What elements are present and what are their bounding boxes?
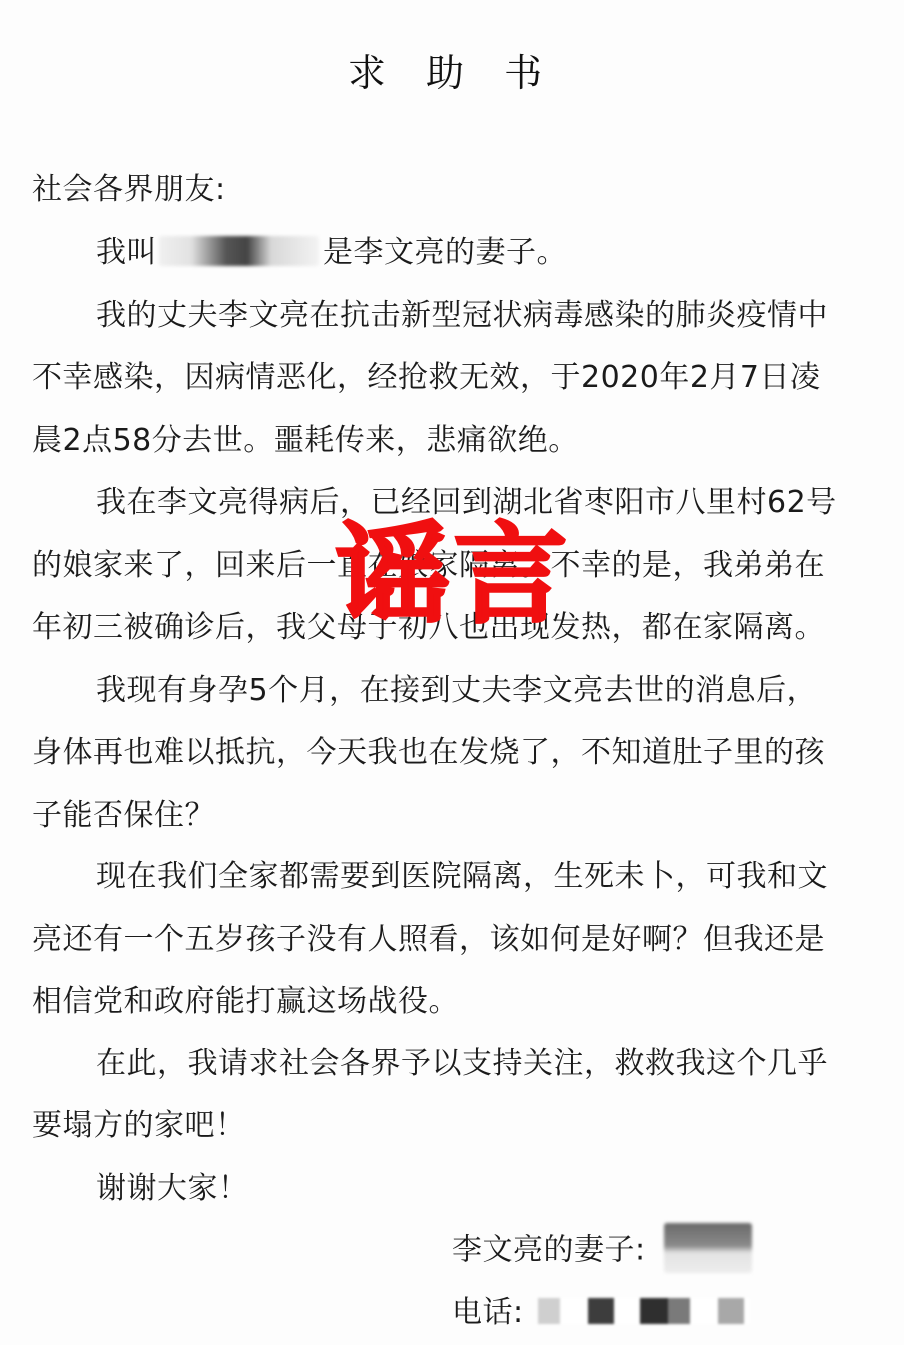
- body-line: 晨2点58分去世。噩耗传来，悲痛欲绝。: [32, 423, 579, 458]
- redacted-phone: [538, 1298, 750, 1324]
- document-title: 求 助 书: [347, 51, 557, 95]
- intro-after: 是李文亮的妻子。: [323, 235, 567, 270]
- closing-thanks: 谢谢大家！: [96, 1171, 249, 1206]
- body-line: 身体再也难以抵抗，今天我也在发烧了，不知道肚子里的孩: [32, 735, 825, 770]
- body-line: 要塌方的家吧！: [32, 1108, 246, 1143]
- redacted-name: [159, 236, 319, 266]
- body-line: 我的丈夫李文亮在抗击新型冠状病毒感染的肺炎疫情中: [96, 298, 828, 333]
- body-line: 不幸感染，因病情恶化，经抢救无效，于2020年2月7日凌: [32, 360, 821, 395]
- phone-label: 电话:: [452, 1295, 524, 1330]
- signature-label: 李文亮的妻子:: [452, 1232, 646, 1268]
- body-line: 我现有身孕5个月，在接到丈夫李文亮去世的消息后，: [96, 673, 818, 708]
- body-line: 子能否保住？: [32, 798, 215, 833]
- body-line: 我在李文亮得病后，已经回到湖北省枣阳市八里村62号: [96, 485, 837, 520]
- greeting: 社会各界朋友:: [32, 172, 226, 207]
- body-line: 年初三被确诊后，我父母于初八也出现发热，都在家隔离。: [32, 610, 825, 645]
- body-line: 的娘家来了，回来后一直在娘家隔离。不幸的是，我弟弟在: [32, 548, 825, 583]
- body-line: 在此，我请求社会各界予以支持关注，救救我这个几乎: [96, 1046, 828, 1081]
- intro-before: 我叫: [96, 235, 157, 270]
- phone-line: [452, 1293, 750, 1333]
- body-line: 亮还有一个五岁孩子没有人照看，该如何是好啊？但我还是: [32, 922, 825, 957]
- body-line: 相信党和政府能打赢这场战役。: [32, 984, 459, 1019]
- rumor-stamp: 谣言: [336, 513, 572, 638]
- signature-line: [452, 1229, 752, 1273]
- body-line: 现在我们全家都需要到医院隔离，生死未卜，可我和文: [96, 859, 828, 894]
- redacted-signature: [664, 1223, 752, 1273]
- intro-line: [96, 233, 567, 273]
